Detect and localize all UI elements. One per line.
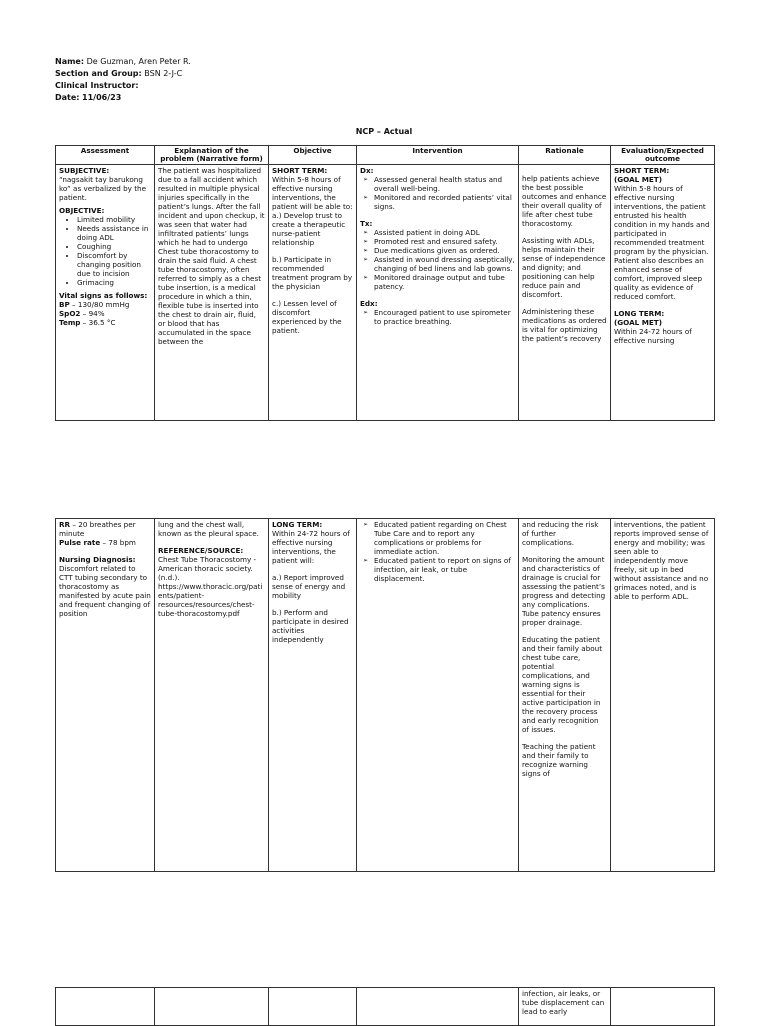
instructor-line: Clinical Instructor: bbox=[55, 81, 139, 90]
rationale-cell: infection, air leaks, or tube displacement can lead to early bbox=[519, 988, 611, 1026]
list-item: • Grimacing bbox=[77, 278, 151, 287]
objective-cell: LONG TERM: Within 24-72 hours of effective nursing interventions, the patient will: a.) Report improved sense of energy and mobility b.) Perform and participate in desired activities independently bbox=[269, 519, 357, 872]
objective-cell bbox=[269, 988, 357, 1026]
ncp-table-part-2 bbox=[55, 518, 715, 872]
list-item: ➢ Assisted in wound dressing aseptically, changing of bed linens and lab gowns. bbox=[374, 255, 515, 273]
edx-list bbox=[360, 308, 515, 326]
list-item: ➢ Due medications given as ordered. bbox=[374, 246, 515, 255]
ncp-title: NCP – Actual bbox=[355, 127, 413, 136]
list-item: • Coughing bbox=[77, 242, 151, 251]
ncp-table-part-1 bbox=[55, 145, 715, 421]
list-item: ➢ Educated patient regarding on Chest Tube Care and to report any complications or problems for immediate action. bbox=[374, 520, 515, 556]
date-line: Date: 11/06/23 bbox=[55, 93, 122, 102]
objective-cues-list bbox=[59, 215, 151, 287]
explanation-cell: The patient was hospitalized due to a fall accident which resulted in multiple physical injuries specifically in the patient’s lungs. After the fall incident and upon checkup, it was seen that water had infiltrated patients’ lungs which he had to undergo Chest tube thoracostomy to drain the said fluid. A chest tube thoracostomy, often referred to simply as a chest tube insertion, is a medical procedure in which a thin, flexible tube is inserted into the chest to drain air, fluid, or blood that has accumulated in the space between the bbox=[155, 165, 269, 421]
evaluation-cell: SHORT TERM: (GOAL MET) Within 5-8 hours of effective nursing interventions, the patient entrusted his health condition in my hands and participated in recommended treatment program by the physician. Patient also describes an enhanced sense of comfort, improved sleep quality as evidence of reduced comfort. LONG TERM: (GOAL MET) Within 24-72 hours of effective nursing bbox=[611, 165, 715, 421]
dx-list bbox=[360, 175, 515, 211]
list-item: ➢ Monitored and recorded patients’ vital signs. bbox=[374, 193, 515, 211]
ncp-table-part-3 bbox=[55, 987, 715, 1026]
list-item: ➢ Assessed general health status and overall well-being. bbox=[374, 175, 515, 193]
objective-cell: SHORT TERM: Within 5-8 hours of effective nursing interventions, the patient will be able to: a.) Develop trust to create a therapeutic nurse-patient relationship b.) Participate in recommended treatment program by the physician c.) Lessen level of discomfort experienced by the patient. bbox=[269, 165, 357, 421]
table-row bbox=[56, 165, 715, 421]
intervention-cell bbox=[357, 988, 519, 1026]
assessment-cell: RR – 20 breathes per minute Pulse rate – 78 bpm Nursing Diagnosis: Discomfort related to CTT tubing secondary to thoracostomy as manifested by acute pain and frequent changing of position bbox=[56, 519, 155, 872]
table-row bbox=[56, 519, 715, 872]
list-item: ➢ Promoted rest and ensured safety. bbox=[374, 237, 515, 246]
list-item: • Needs assistance in doing ADL bbox=[77, 224, 151, 242]
evaluation-cell: interventions, the patient reports improved sense of energy and mobility; was seen able to independently move freely, sit up in bed without assistance and no grimaces noted, and is able to perform ADL. bbox=[611, 519, 715, 872]
intervention-cell bbox=[357, 519, 519, 872]
col-objective: Objective bbox=[269, 146, 357, 165]
table-header-row bbox=[56, 146, 715, 165]
tx-list bbox=[360, 228, 515, 291]
list-item: • Limited mobility bbox=[77, 215, 151, 224]
explanation-cell bbox=[155, 988, 269, 1026]
name-line: Name: De Guzman, Aren Peter R. bbox=[55, 57, 191, 66]
col-assessment: Assessment bbox=[56, 146, 155, 165]
col-rationale: Rationale bbox=[519, 146, 611, 165]
table-row bbox=[56, 988, 715, 1026]
list-item: ➢ Assisted patient in doing ADL bbox=[374, 228, 515, 237]
education-list bbox=[360, 520, 515, 583]
assessment-cell: SUBJECTIVE: “nagsakit tay barukong ko” as verbalized by the patient. OBJECTIVE: • Limited mobility • Needs assistance in doing ADL • Coughing • Discomfort by changing position due to incision • Grimacing Vital signs as follows: BP – 130/80 mmHg SpO2 – 94% Temp – 36.5 °C bbox=[56, 165, 155, 421]
list-item: ➢ Educated patient to report on signs of infection, air leak, or tube displacement. bbox=[374, 556, 515, 583]
rationale-cell: help patients achieve the best possible outcomes and enhance their overall quality of life after chest tube thoracostomy. Assisting with ADLs, helps maintain their sense of independence and dignity; and positioning can help reduce pain and discomfort. Administering these medications as ordered is vital for optimizing the patient’s recovery bbox=[519, 165, 611, 421]
explanation-cell: lung and the chest wall, known as the pleural space. REFERENCE/SOURCE: Chest Tube Thoracostomy - American thoracic society. (n.d.). https://www.thoracic.org/patients/patient-resources/resources/chest-tube-thoracostomy.pdf bbox=[155, 519, 269, 872]
col-explanation: Explanation of the problem (Narrative form) bbox=[155, 146, 269, 165]
list-item: ➢ Encouraged patient to use spirometer to practice breathing. bbox=[374, 308, 515, 326]
section-line: Section and Group: BSN 2-J-C bbox=[55, 69, 183, 78]
evaluation-cell bbox=[611, 988, 715, 1026]
assessment-cell bbox=[56, 988, 155, 1026]
col-intervention: Intervention bbox=[357, 146, 519, 165]
intervention-cell: Dx: ➢ Assessed general health status and overall well-being. ➢ Monitored and recorded patients’ vital signs. Tx: ➢ Assisted patient in doing ADL ➢ Promoted rest and ensured safety. ➢ Due medications given as ordered. ➢ Assisted in wound dressing aseptically, changing of bed linens and lab gowns. ➢ Monitored drainage output and tube patency. Edx: ➢ Encouraged patient to use spirometer to practice breathing. bbox=[357, 165, 519, 421]
student-header bbox=[55, 56, 191, 104]
list-item: • Discomfort by changing position due to incision bbox=[77, 251, 151, 278]
rationale-cell: and reducing the risk of further complications. Monitoring the amount and characteristics of drainage is crucial for assessing the patient’s progress and detecting any complications. Tube patency ensures proper drainage. Educating the patient and their family about chest tube care, potential complications, and warning signs is essential for their active participation in the recovery process and early recognition of issues. Teaching the patient and their family to recognize warning signs of bbox=[519, 519, 611, 872]
col-evaluation: Evaluation/Expected outcome bbox=[611, 146, 715, 165]
list-item: ➢ Monitored drainage output and tube patency. bbox=[374, 273, 515, 291]
